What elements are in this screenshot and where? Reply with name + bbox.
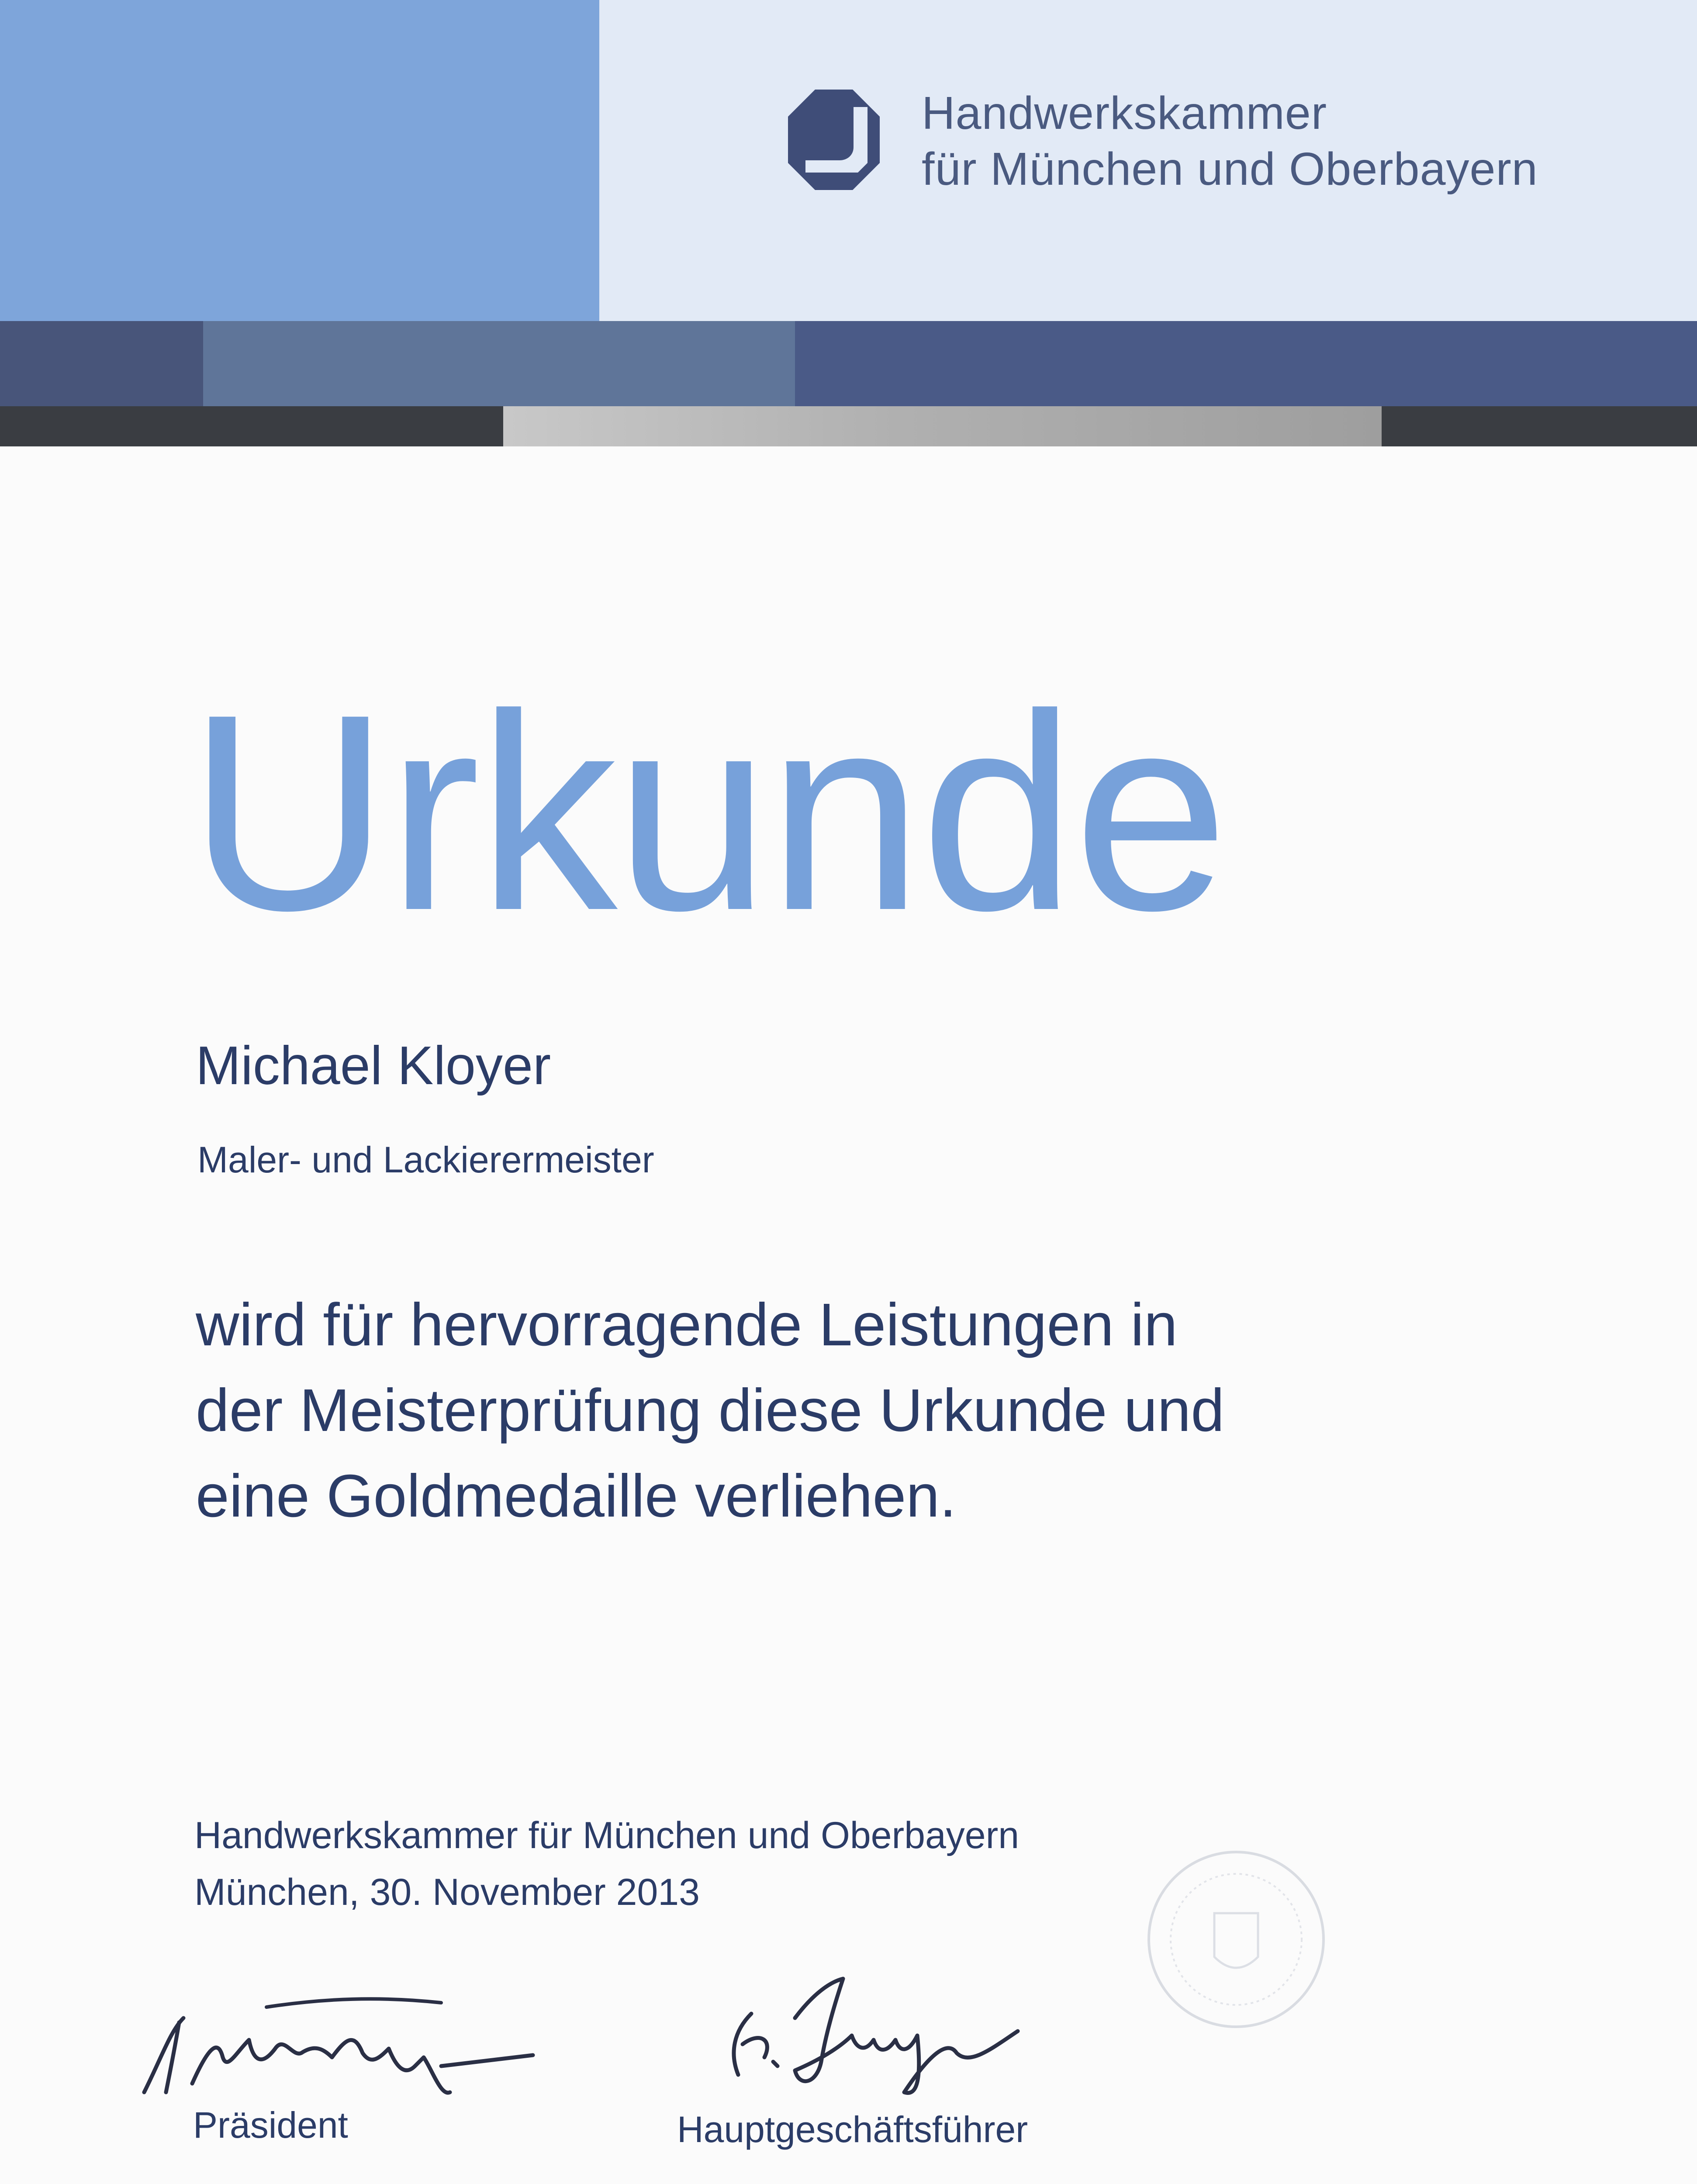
header-band-right [795, 321, 1697, 406]
header-band-left [0, 321, 203, 406]
award-text-line1: wird für hervorragende Leistungen in [196, 1291, 1178, 1358]
handwerkskammer-logo-icon [788, 90, 880, 190]
certificate-title: Urkunde [188, 656, 1227, 968]
recipient-name: Michael Kloyer [196, 1036, 551, 1096]
organization-header [922, 85, 1664, 197]
ceo-label: Hauptgeschäftsführer [677, 2109, 1028, 2150]
president-label: Präsident [193, 2105, 348, 2146]
header-band-middle [203, 321, 795, 406]
ceo-signature [712, 1966, 1061, 2097]
header-blue-block [0, 0, 599, 321]
org-header-line1: Handwerkskammer [922, 87, 1327, 139]
issuer-line: Handwerkskammer für München und Oberbayern [194, 1814, 1020, 1856]
award-text [196, 1282, 1331, 1539]
org-header-line2: für München und Oberbayern [922, 143, 1538, 195]
header-strip-dark-right [1382, 406, 1697, 446]
award-text-line2: der Meisterprüfung diese Urkunde und [196, 1377, 1225, 1444]
header-strip-dark-left [0, 406, 503, 446]
issue-date: München, 30. November 2013 [194, 1871, 700, 1913]
header-strip-silver [503, 406, 1382, 446]
recipient-title: Maler- und Lackierermeister [197, 1139, 654, 1180]
embossed-seal-icon [1144, 1848, 1328, 2031]
award-text-line3: eine Goldmedaille verliehen. [196, 1462, 957, 1530]
president-signature [135, 1983, 542, 2105]
